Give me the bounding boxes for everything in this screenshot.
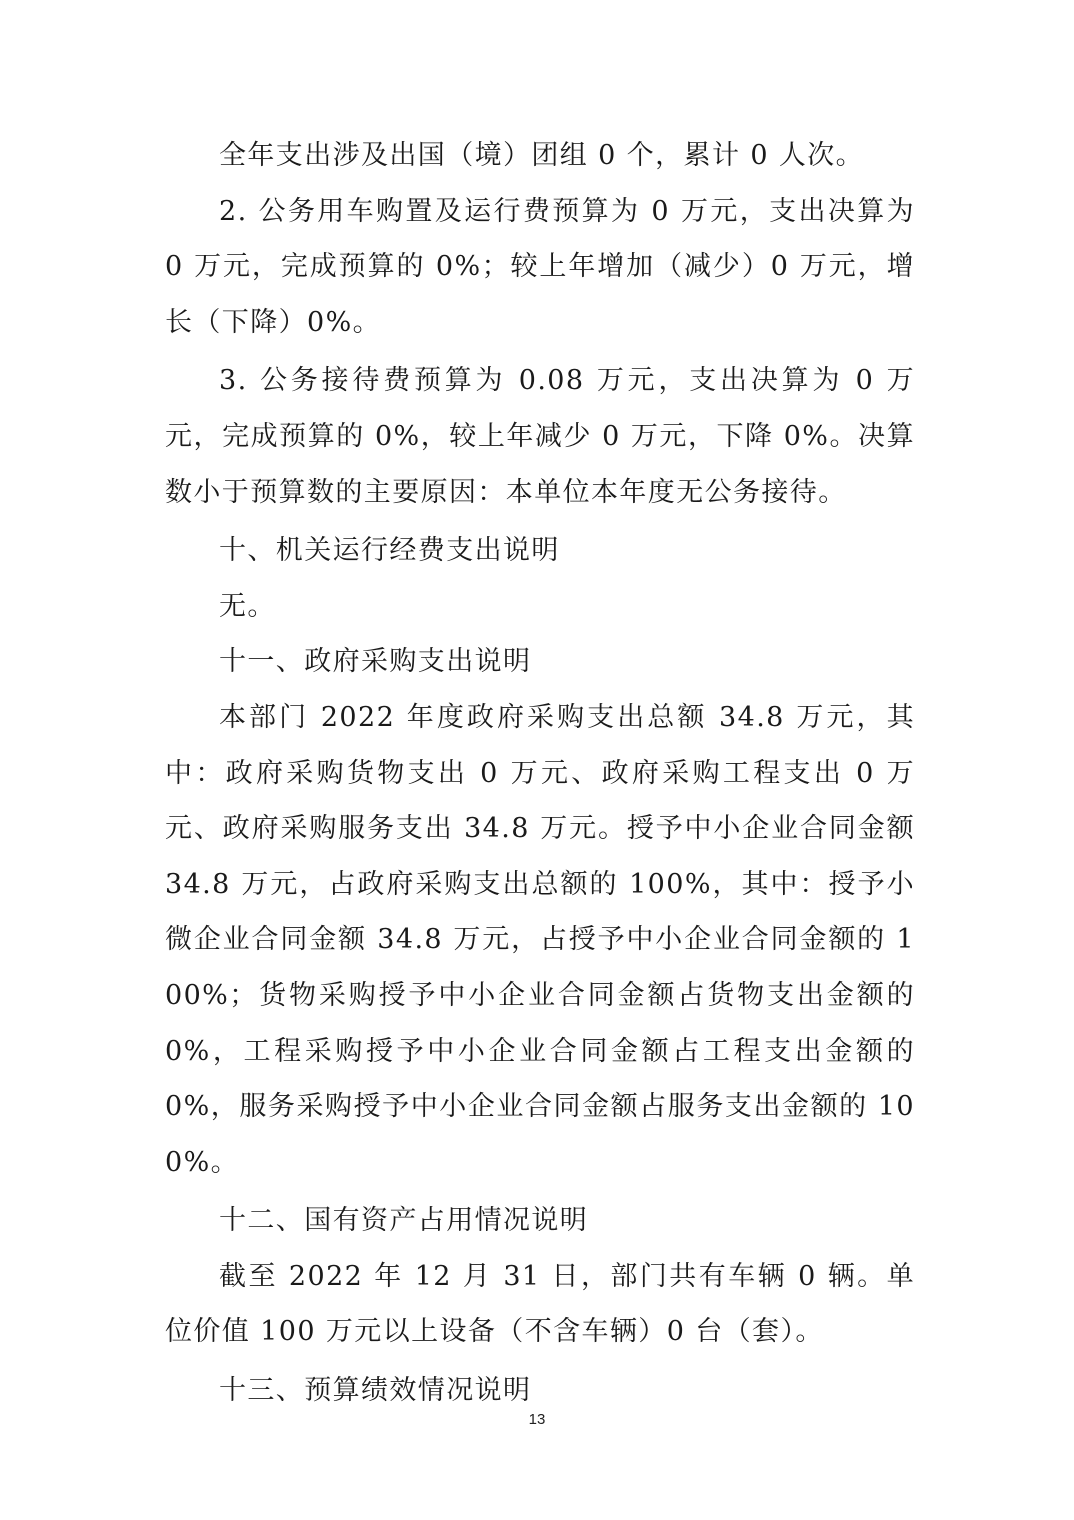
- section-heading-operating-expenses: 十、机关运行经费支出说明: [219, 535, 560, 567]
- section-heading-state-assets: 十二、国有资产占用情况说明: [219, 1205, 589, 1237]
- paragraph-reception-costs: 3. 公务接待费预算为 0.08 万元，支出决算为 0 万元，完成预算的 0%，较上年减少 0 万元，下降 0%。决算数小于预算数的主要原因：本单位本年度无公务接待。: [165, 365, 915, 508]
- section-heading-budget-performance: 十三、预算绩效情况说明: [219, 1375, 532, 1407]
- section-heading-government-procurement: 十一、政府采购支出说明: [219, 646, 532, 678]
- paragraph-government-procurement: 本部门 2022 年度政府采购支出总额 34.8 万元，其中：政府采购货物支出 0 万元、政府采购工程支出 0 万元、政府采购服务支出 34.8 万元。授予中小企业合同金额 34.8 万元，占政府采购支出总额的 100%，其中：授予小微企业合同金额 34.8 万元，占授予中小企业合同金额的 100%；货物采购授予中小企业合同金额占货物支出金额的 0%，工程采购授予中小企业合同金额占工程支出金额的 0%，服务采购授予中小企业合同金额占服务支出金额的 100%。: [165, 701, 915, 1178]
- paragraph-state-assets: 截至 2022 年 12 月 31 日，部门共有车辆 0 辆。单位价值 100 万元以上设备（不含车辆）0 台（套）。: [165, 1260, 915, 1348]
- paragraph-overseas-groups: 全年支出涉及出国（境）团组 0 个，累计 0 人次。: [219, 140, 865, 171]
- page-number: 13: [528, 1411, 546, 1428]
- paragraph-vehicle-costs: 2. 公务用车购置及运行费预算为 0 万元，支出决算为 0 万元，完成预算的 0%；较上年增加（减少）0 万元，增长（下降）0%。: [165, 195, 915, 338]
- page-content: [165, 128, 915, 1419]
- paragraph-operating-expenses: 无。: [219, 590, 276, 622]
